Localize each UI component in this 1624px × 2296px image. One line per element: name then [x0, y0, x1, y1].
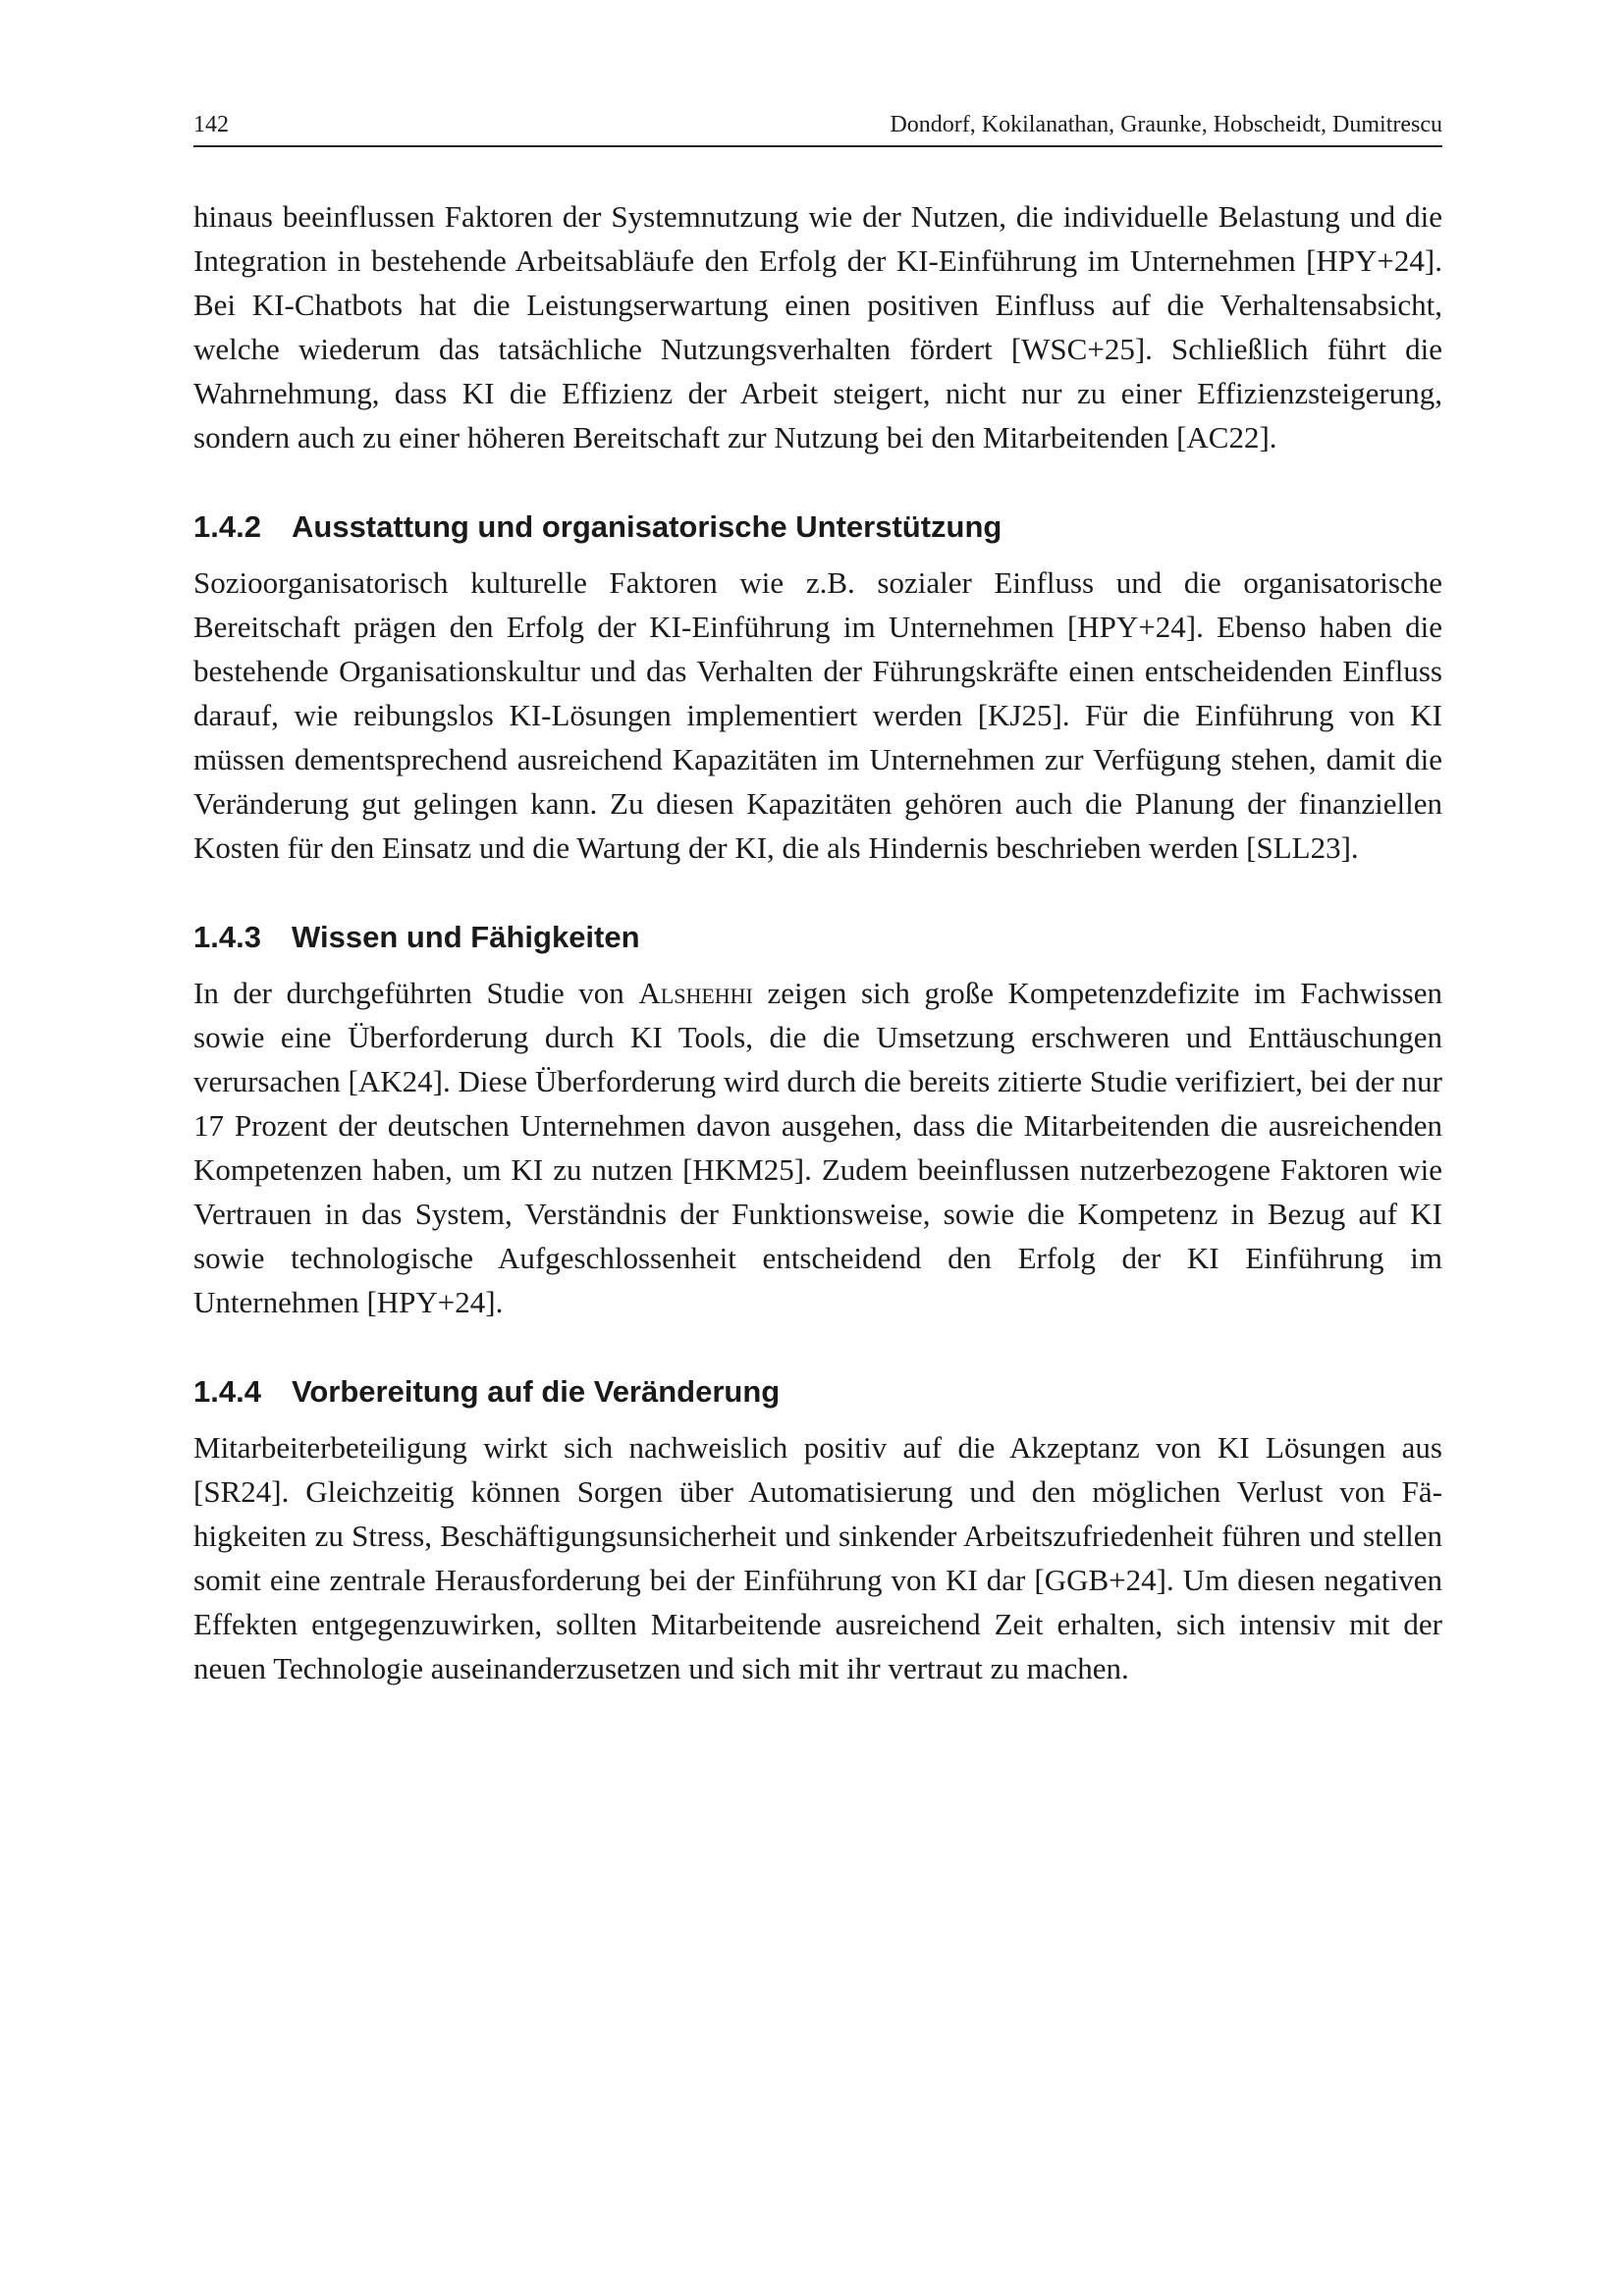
section-paragraph-1-4-2: Sozioorganisatorisch kulturelle Faktoren wie z.B. sozialer Einfluss und die organisatorische Bereitschaft prägen den Erfolg der KI-Einführung im Unternehmen [HPY+24]. Ebenso haben die bestehende Organisationskultur und das Verhalten der Führungskräfte einen entscheidenden Einfluss darauf, wie reibungslos KI-Lösungen implementiert werden [KJ25]. Für die Einführung von KI müssen dementsprechend ausreichend Kapazitäten im Unternehmen zur Verfügung stehen, damit die Veränderung gut gelingen kann. Zu diesen Kapazitäten gehören auch die Planung der finanziellen Kosten für den Einsatz und die Wartung der KI, die als Hindernis beschrieben werden [SLL23]. — [193, 565, 1442, 865]
page-header — [193, 110, 1442, 147]
section-title: Wissen und Fähigkeiten — [292, 920, 640, 954]
author-name: Alshehhi — [638, 976, 753, 1010]
section-paragraph-1-4-3 — [193, 971, 1442, 1324]
section-heading-1-4-4 — [193, 1372, 1442, 1412]
section-paragraph-1-4-4: Mitarbeiterbeteiligung wirkt sich nachweislich positiv auf die Akzeptanz von KI Lösungen aus [SR24]. Gleichzeitig können Sorgen über Automatisierung und den möglichen Verlust von Fähigkeiten zu Stress, Beschäftigungsunsicherheit und sinkender Arbeitszufriedenheit führen und stellen somit eine zentrale Herausforderung bei der Einführung von KI dar [GGB+24]. Um diesen negativen Effekten entgegenzuwirken, sollten Mitarbeitende ausreichend Zeit erhalten, sich intensiv mit der neuen Technologie auseinanderzusetzen und sich mit ihr vertraut zu machen. — [193, 1430, 1442, 1685]
section-heading-1-4-2 — [193, 507, 1442, 547]
section-title: Vorbereitung auf die Veränderung — [292, 1374, 781, 1409]
paragraph-text-start: In der durchgeführten Studie von — [193, 976, 639, 1010]
section-number: 1.4.4 — [193, 1374, 261, 1409]
page-body — [193, 194, 1442, 1690]
section-title: Ausstattung und organisatorische Unterstützung — [292, 509, 1002, 544]
intro-paragraph: hinaus beeinflussen Faktoren der Systemnutzung wie der Nutzen, die individuelle Belastung und die Integration in bestehende Arbeitsabläufe den Erfolg der KI-Einführung im Unternehmen [HPY+24]. Bei KI-Chatbots hat die Leistungserwartung einen positiven Einfluss auf die Verhaltensabsicht, welche wiederum das tatsächliche Nutzungsverhalten fördert [WSC+25]. Schließlich führt die Wahrnehmung, dass KI die Effizienz der Arbeit steigert, nicht nur zu einer Effizienzsteigerung, sondern auch zu einer höheren Bereitschaft zur Nutzung bei den Mitarbeitenden [AC22]. — [193, 199, 1442, 454]
page-number: 142 — [193, 112, 229, 137]
running-head-authors: Dondorf, Kokilanathan, Graunke, Hobscheidt, Dumitrescu — [890, 112, 1442, 137]
section-number: 1.4.3 — [193, 920, 261, 954]
section-heading-1-4-3 — [193, 918, 1442, 957]
paragraph-text-rest: zeigen sich große Kompetenzdefizite im Fachwissen sowie eine Überforderung durch KI Tools, die die Umsetzung erschweren und Enttäuschungen verursachen [AK24]. Diese Überforderung wird durch die bereits zitierte Studie verifiziert, bei der nur 17 Prozent der deutschen Unternehmen davon ausgehen, dass die Mitarbeitenden die ausreichenden Kompetenzen haben, um KI zu nutzen [HKM25]. Zudem beeinflussen nutzerbezogene Faktoren wie Vertrauen in das System, Verständnis der Funktionsweise, sowie die Kompetenz in Bezug auf KI sowie technologische Aufgeschlossenheit entscheidend den Erfolg der KI Einführung im Unternehmen [HPY+24]. — [193, 976, 1442, 1319]
section-number: 1.4.2 — [193, 509, 261, 544]
